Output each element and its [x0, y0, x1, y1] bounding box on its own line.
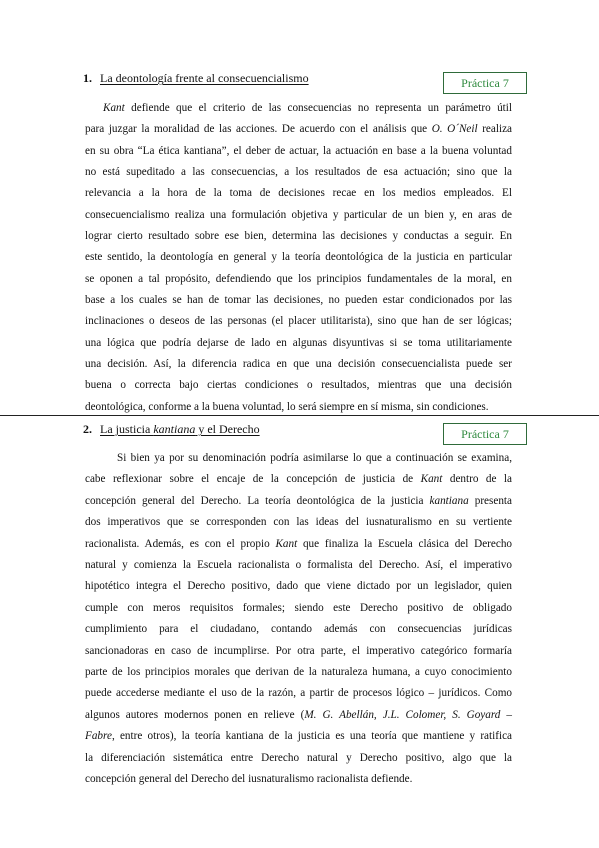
line-text: base a los cuales se han de tomar las decisiones, no pueden estar condicionados por las: [85, 294, 512, 307]
emphasis-text: Fabre: [85, 730, 112, 743]
paragraph-line: [85, 375, 512, 396]
line-text: dos imperativos que se corresponden con las ideas del iusnaturalismo en su vertiente: [85, 516, 512, 529]
paragraph-line: [85, 98, 512, 119]
paragraph-line: [85, 726, 512, 747]
paragraph-line: [85, 534, 512, 555]
line-text: realiza: [477, 123, 512, 136]
line-text: cumple con meros requisitos formales; siendo este Derecho positivo de obligado: [85, 601, 512, 614]
paragraph-line: [85, 748, 512, 769]
section-1-paragraph: [85, 98, 512, 418]
section-1-practice-badge: Práctica 7: [443, 72, 527, 94]
line-text: algunos autores modernos ponen en relieve (: [85, 708, 305, 721]
paragraph-line: [85, 683, 512, 704]
line-text: presenta: [468, 494, 512, 507]
line-text: para juzgar la moralidad de las acciones. De acuerdo con el análisis que: [85, 123, 432, 136]
paragraph-line: [85, 491, 512, 512]
section-1-heading: [83, 71, 309, 85]
section-2-title-italic: kantiana: [153, 422, 196, 436]
paragraph-line: [85, 512, 512, 533]
paragraph-line: [85, 354, 512, 375]
line-text: concepción general del Derecho. La teoría deontológica de la justicia: [85, 494, 430, 507]
emphasis-text: Kant: [103, 102, 125, 114]
line-text: inclinaciones o deseos de las personas (el placer utilitarista), sino que han de ser lógicas;: [85, 315, 512, 328]
paragraph-line: [85, 141, 512, 162]
line-text: defiende que el criterio de las consecuencias no representa un parámetro útil: [124, 102, 512, 114]
paragraph-line: [85, 226, 512, 247]
paragraph-line: [85, 662, 512, 683]
paragraph-line: [85, 598, 512, 619]
emphasis-text: Kant: [275, 537, 298, 550]
paragraph-line: [85, 769, 512, 790]
paragraph-line: [85, 576, 512, 597]
section-2-title-post: y el Derecho: [195, 422, 260, 436]
line-text: la diferenciación sistemática entre Derecho natural y Derecho positivo, algo que la: [85, 751, 512, 764]
paragraph-line: [85, 705, 512, 726]
line-text: hipotético integra el Derecho positivo, dado que viene dictado por un legislador, quien: [85, 580, 512, 593]
line-text: sancionadoras en caso de incumplirse. Por otra parte, el imperativo categórico formaría: [85, 644, 512, 657]
section-2-number: 2.: [83, 422, 92, 436]
paragraph-line: [85, 311, 512, 332]
line-text: deontológica, conforme a la buena voluntad, lo será siempre en sí misma, sin condiciones.: [85, 400, 489, 413]
paragraph-line: [85, 333, 512, 354]
paragraph-line: [85, 469, 512, 490]
line-text: una lógica que podría dejarse de lado en algunas disyuntivas si se toma utilitariamente: [85, 336, 512, 349]
line-text: dentro de la: [442, 473, 512, 486]
line-text: este sentido, la deontología en general y la teoría deontológica de la justicia en particular: [85, 251, 512, 264]
emphasis-text: O. O´Neil: [431, 123, 478, 136]
line-text: natural y comienza la Escuela racionalista o formalista del Derecho. Así, el imperativo: [85, 559, 512, 572]
line-text: relevancia a la hora de la toma de decisiones recae en los medios empleados. El: [85, 187, 512, 200]
paragraph-line: [85, 555, 512, 576]
paragraph-line: [85, 619, 512, 640]
section-2-paragraph: [85, 448, 512, 791]
paragraph-line: [85, 183, 512, 204]
section-2-title-pre: La justicia: [100, 422, 154, 436]
paragraph-line: [85, 162, 512, 183]
line-text: racionalista. Además, es con el propio: [85, 537, 276, 550]
line-text: una decisión. Así, la diferencia radica en que una decisión consecuencialista puede ser: [85, 358, 512, 371]
paragraph-line: [85, 448, 512, 469]
section-1-number: 1.: [83, 71, 92, 85]
line-text: en su obra “La ética kantiana”, el deber de actuar, la actuación en base a la buena voluntad: [85, 144, 512, 157]
paragraph-line: [85, 641, 512, 662]
line-text: lograr cierto resultado sobre ese bien, determina las decisiones y conductas a seguir. En: [85, 230, 512, 243]
line-text: buena o correcta bajo ciertas condiciones o resultados, mientras que una decisión: [85, 379, 512, 392]
emphasis-text: Kant: [420, 473, 443, 486]
paragraph-line: [85, 205, 512, 226]
line-text: se oponen a tal propósito, defendiendo que los principios fundamentales de la moral, en: [85, 272, 512, 285]
line-text: parte de los principios morales que derivan de la naturaleza humana, a cuyo conocimiento: [85, 666, 512, 679]
section-2-title: [100, 422, 260, 436]
emphasis-text: M. G. Abellán, J.L. Colomer, S. Goyard –: [304, 708, 512, 721]
paragraph-line: [85, 269, 512, 290]
line-text: cumplimiento para el ciudadano, contando además con consecuencias jurídicas: [85, 623, 512, 636]
line-text: no está supeditado a las consecuencias, a los resultados de esa actuación; sino que la: [85, 166, 512, 179]
line-text: , entre otros), la teoría kantiana de la justicia es una teoría que mantiene y ratifica: [111, 730, 512, 743]
line-text: cabe reflexionar sobre el encaje de la concepción de justicia de: [85, 473, 421, 486]
line-text: puede accederse mediante el uso de la razón, a partir de procesos lógico – jurídicos. Como: [85, 687, 512, 700]
line-text: Si bien ya por su denominación podría asimilarse lo que a continuación se examina,: [117, 452, 512, 464]
paragraph-line: [85, 290, 512, 311]
section-1-title: La deontología frente al consecuencialismo: [100, 71, 309, 85]
paragraph-line: [85, 247, 512, 268]
line-text: consecuencialismo realiza una formulación objetiva y particular de un bien y, en aras de: [85, 208, 512, 221]
section-2-heading: [83, 422, 260, 436]
paragraph-line: [85, 119, 512, 140]
line-text: concepción general del Derecho del iusnaturalismo racionalista defiende.: [85, 773, 413, 786]
emphasis-text: kantiana: [429, 494, 469, 507]
line-text: que finaliza la Escuela clásica del Derecho: [297, 537, 513, 550]
section-divider: [0, 415, 599, 416]
section-2-practice-badge: Práctica 7: [443, 423, 527, 445]
